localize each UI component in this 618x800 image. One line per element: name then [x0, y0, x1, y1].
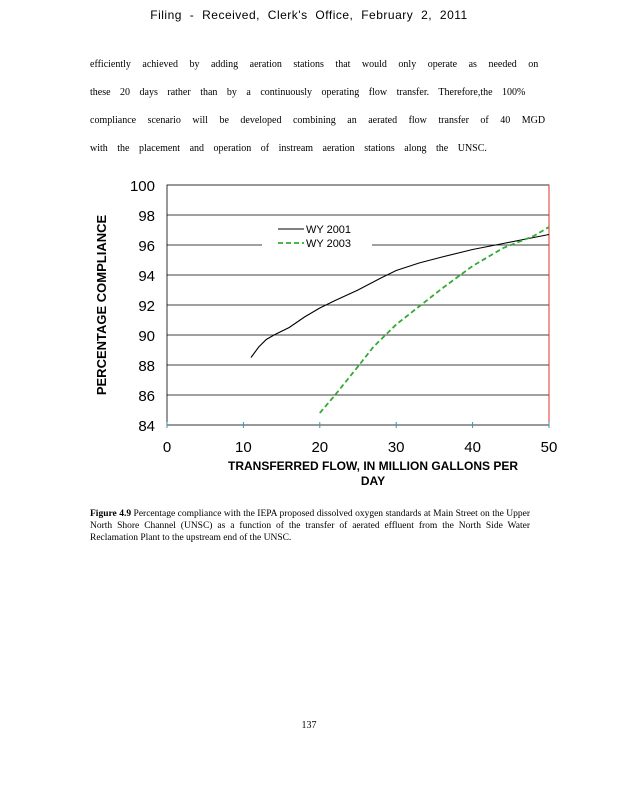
y-tick-label-92: 92	[138, 298, 155, 315]
body-line-1: efficiently achieved by adding aeration stations that would only operate as needed on	[90, 59, 539, 70]
x-axis-ticks	[163, 422, 558, 456]
y-tick-label-94: 94	[138, 268, 155, 285]
y-axis-ticks	[130, 178, 155, 435]
chart-gridlines	[167, 215, 549, 395]
y-tick-label-96: 96	[138, 238, 155, 255]
y-tick-label-88: 88	[138, 358, 155, 375]
chart-series	[251, 227, 549, 413]
legend-label-1: WY 2001	[306, 224, 352, 236]
y-tick-label-100: 100	[129, 178, 155, 195]
body-line-4: with the placement and operation of instream aeration stations along the UNSC.	[90, 143, 487, 154]
x-tick-label-30: 30	[387, 439, 405, 456]
chart-legend	[278, 224, 351, 250]
x-tick-label-50: 50	[540, 439, 558, 456]
body-line-3: compliance scenario will be developed combining an aerated flow transfer of 40 MGD	[90, 115, 546, 126]
y-tick-label-84: 84	[138, 418, 155, 435]
figure-label: Figure 4.9	[90, 509, 132, 519]
y-tick-label-90: 90	[138, 328, 155, 345]
series-line-2	[320, 227, 549, 413]
page-number: 137	[301, 720, 317, 731]
x-tick-label-0: 0	[162, 439, 172, 456]
body-line-2: these 20 days rather than by a continuously operating flow transfer. Therefore,the 100%	[90, 87, 526, 98]
y-tick-label-98: 98	[138, 208, 155, 225]
y-tick-label-86: 86	[138, 388, 155, 405]
figure-caption	[90, 508, 530, 544]
series-line-1	[251, 235, 549, 358]
x-axis-label-line-2: DAY	[360, 474, 386, 488]
x-tick-label-40: 40	[464, 439, 481, 456]
figure-caption-text: Percentage compliance with the IEPA proposed dissolved oxygen standards at Main Street on the Upper North Shore Channel (UNSC) as a function of the transfer of aerated effluent from the North Side Water Reclamation Plant to the upstream end of the UNSC.	[90, 509, 530, 543]
legend-label-2: WY 2003	[306, 238, 352, 250]
x-tick-label-20: 20	[311, 439, 329, 456]
x-tick-label-10: 10	[235, 439, 252, 456]
filing-header: Filing - Received, Clerk's Office, February 2, 2011	[150, 8, 468, 22]
y-axis-label: PERCENTAGE COMPLIANCE	[94, 214, 109, 396]
x-axis-label-line-1: TRANSFERRED FLOW, IN MILLION GALLONS PER	[228, 459, 518, 473]
